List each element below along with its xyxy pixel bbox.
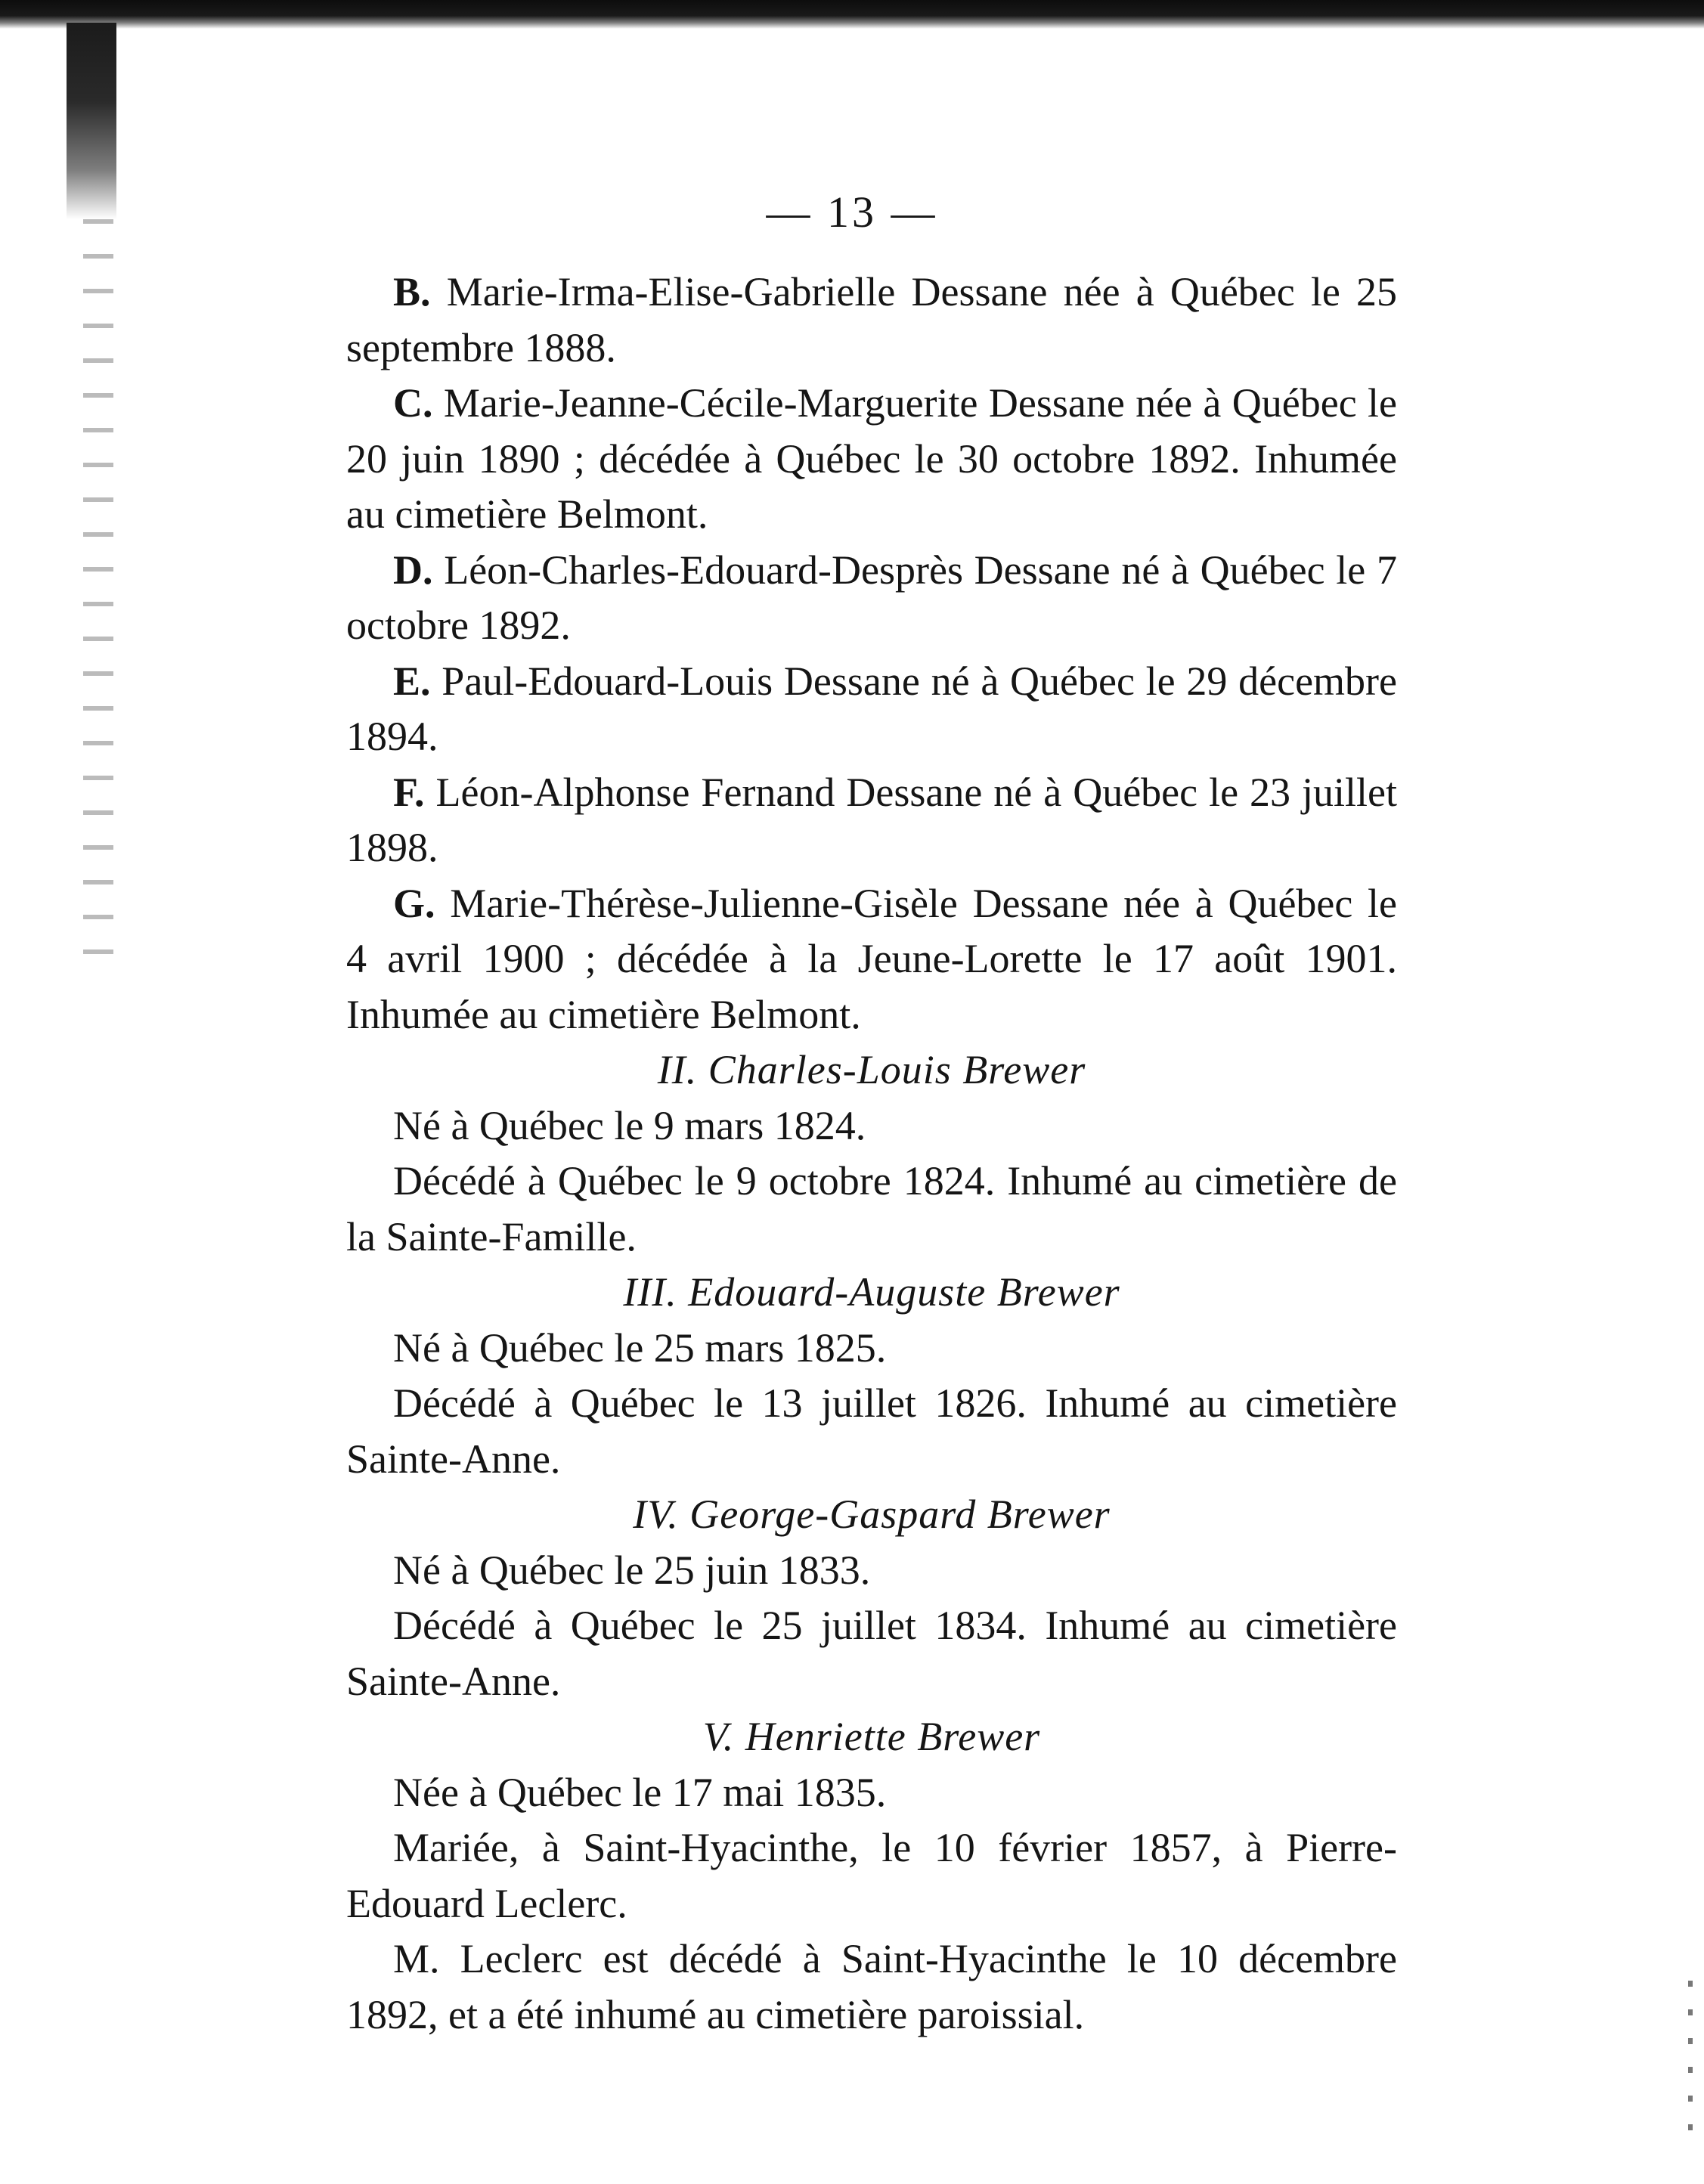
entry-text: Léon-Charles-Edouard-Desprès Dessane né à Québec le 7 octobre 1892. — [346, 547, 1397, 648]
entry-letter: C. — [393, 380, 433, 426]
entry-letter: E. — [393, 658, 431, 704]
scan-binding-specks — [83, 219, 113, 975]
entry-g — [346, 876, 1397, 1043]
entry-b — [346, 265, 1397, 376]
entry-letter: B. — [393, 269, 431, 314]
page-number: — 13 — — [766, 187, 938, 237]
entry-letter: D. — [393, 547, 433, 593]
entry-d — [346, 543, 1397, 654]
spouse-death-line: M. Leclerc est décédé à Saint-Hyacinthe le 10 décembre 1892, et a été inhumé au cimetière paroissial. — [346, 1936, 1397, 2037]
death-line: Décédé à Québec le 25 juillet 1834. Inhumé au cimetière Sainte-Anne. — [346, 1603, 1397, 1704]
entry-f — [346, 765, 1397, 876]
entry-text: Marie-Thérèse-Julienne-Gisèle Dessane née à Québec le 4 avril 1900 ; décédée à la Jeune-Lorette le 17 août 1901. Inhumée au cimetière Belmont. — [346, 880, 1397, 1037]
section-heading-edouard-auguste: III. Edouard-Auguste Brewer — [623, 1269, 1120, 1315]
section-heading-george-gaspard: IV. George-Gaspard Brewer — [633, 1492, 1111, 1537]
entry-letter: G. — [393, 880, 435, 926]
entry-text: Paul-Edouard-Louis Dessane né à Québec le 29 décembre 1894. — [346, 658, 1398, 759]
entry-text: Léon-Alphonse Fernand Dessane né à Québec le 23 juillet 1898. — [346, 769, 1398, 870]
entry-text: Marie-Jeanne-Cécile-Marguerite Dessane née à Québec le 20 juin 1890 ; décédée à Québec le 30 octobre 1892. Inhumée au cimetière Belmont. — [346, 380, 1397, 537]
birth-line: Né à Québec le 25 mars 1825. — [393, 1324, 887, 1371]
scan-right-specks — [1688, 1981, 1693, 2132]
marriage-line: Mariée, à Saint-Hyacinthe, le 10 février 1857, à Pierre-Edouard Leclerc. — [346, 1825, 1397, 1926]
birth-line: Né à Québec le 9 mars 1824. — [393, 1102, 866, 1148]
page-body — [346, 265, 1397, 2043]
birth-line: Né à Québec le 25 juin 1833. — [393, 1547, 871, 1593]
entry-text: Marie-Irma-Elise-Gabrielle Dessane née à Québec le 25 septembre 1888. — [346, 269, 1397, 370]
scan-top-edge — [0, 0, 1704, 29]
entry-e — [346, 654, 1397, 765]
birth-line: Née à Québec le 17 mai 1835. — [393, 1769, 887, 1815]
section-heading-henriette: V. Henriette Brewer — [702, 1714, 1041, 1759]
death-line: Décédé à Québec le 9 octobre 1824. Inhumé au cimetière de la Sainte-Famille. — [346, 1158, 1397, 1259]
section-heading-charles-louis: II. Charles-Louis Brewer — [657, 1047, 1086, 1092]
entry-letter: F. — [393, 769, 425, 815]
entry-c — [346, 376, 1397, 543]
death-line: Décédé à Québec le 13 juillet 1826. Inhumé au cimetière Sainte-Anne. — [346, 1380, 1397, 1482]
